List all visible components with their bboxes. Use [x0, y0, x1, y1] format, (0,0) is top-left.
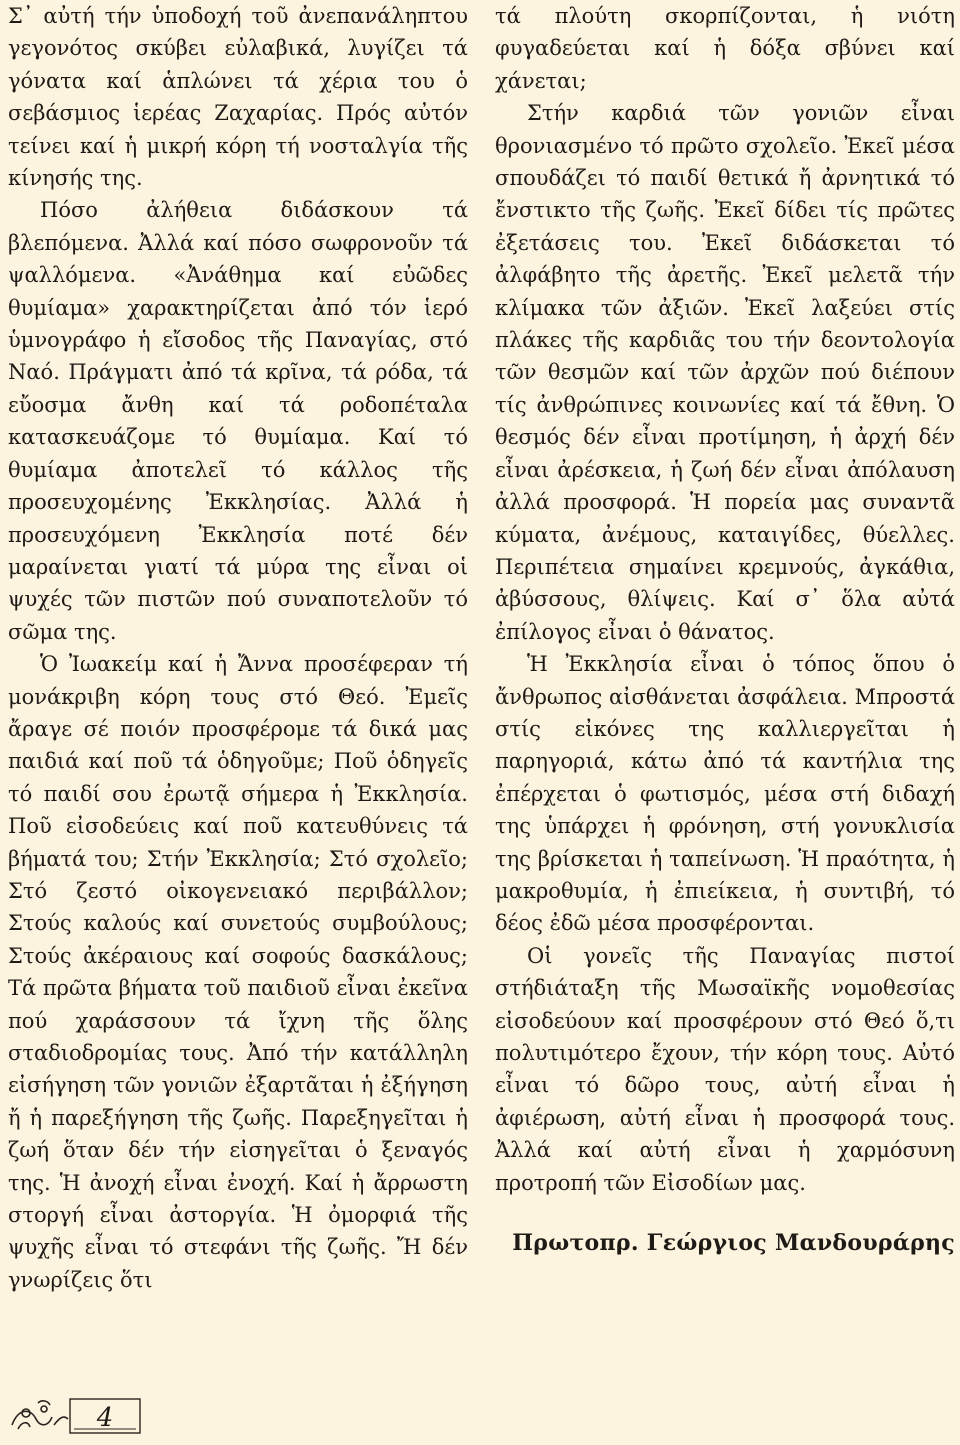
page-footer	[8, 1395, 188, 1437]
page-number: 4	[96, 1403, 114, 1433]
paragraph-2: Πόσο ἀλήθεια διδάσκουν τά βλεπόμενα. Ἀλλά καί πόσο σωφρονοῦν τά ψαλλόμενα. «Ἀνάθημα καί εὐῶδες θυμίαμα» χαρακτηρίζεται ἀπό τόν ἱερό ὑμνογράφο ἡ εἴσοδος τῆς Παναγίας, στό Ναό. Πράγματι ἀπό τά κρῖνα, τά ρόδα, τά εὔοσμα ἄνθη καί τά ροδοπέταλα κατασκευάζομε τό θυμίαμα. Καί τό θυμίαμα ἀποτελεῖ τό κάλλος τῆς προσευχομένης Ἐκκλησίας. Ἀλλά ἡ προσευχόμενη Ἐκκλησία ποτέ δέν μαραίνεται γιατί τά μύρα της εἶναι οἱ ψυχές τῶν πιστῶν πού συναποτελοῦν τό σῶμα της.	[8, 198, 468, 644]
paragraph-3: Ὁ Ἰωακείμ καί ἡ Ἄννα προσέφεραν τή μονάκριβη κόρη τους στό Θεό. Ἐμεῖς ἄραγε σέ ποιόν προσφέρομε τά δικά μας παιδιά καί ποῦ τά ὁδηγοῦμε; Ποῦ ὁδηγεῖς τό παιδί σου ἐρωτᾷ σήμερα ἡ Ἐκκλησία. Ποῦ εἰσοδεύεις καί ποῦ κατευθύνεις τά βήματά του; Στήν Ἐκκλησία; Στό σχολεῖο; Στό ζεστό οἰκογενειακό περιβάλλον; Στούς καλούς καί συνετούς συμβούλους; Στούς ἀκέραιους καί σοφούς δασκάλους; Τά πρῶτα βήματα τοῦ παιδιοῦ εἶναι ἐκεῖνα πού χαράσσουν τά ἴχνη τῆς ὅλης σταδιοδρομίας τους. Ἀπό τήν κατάλληλη εἰσήγηση τῶν γονιῶν ἐξαρτᾶται ἡ ἐξήγηση ἤ ἡ παρεξήγηση τῆς ζωῆς. Παρεξηγεῖται ἡ ζωή ὅταν δέν τήν εἰσηγεῖται ὁ ξεναγός της. Ἡ ἀνοχή εἶναι ἐνοχή. Καί ἡ ἄρρωστη στοργή εἶναι ἀστοργία. Ἡ ὀμορφιά τῆς ψυχῆς εἶναι τό στεφάνι τῆς ζωῆς. Ἤ δέν γνωρίζεις ὅτι	[8, 652, 468, 1292]
paragraph-1: Σ᾽ αὐτή τήν ὑποδοχή τοῦ ἀνεπανάληπτου γεγονότος σκύβει εὐλαβικά, λυγίζει τά γόνατα καί ἁπλώνει τά χέρια του ὁ σεβάσμιος ἱερέας Ζαχαρίας. Πρός αὐτόν τείνει καί ἡ μικρή κόρη τή νοσταλγία τῆς κίνησής της.	[8, 4, 468, 191]
floral-ornament-icon	[12, 1401, 68, 1429]
footer-ornament	[8, 1395, 188, 1437]
right-column	[495, 0, 955, 1259]
author-signature: Πρωτοπρ. Γεώργιος Μανδουράρης	[512, 1230, 955, 1257]
paragraph-5: Στήν καρδιά τῶν γονιῶν εἶναι θρονιασμένο τό πρῶτο σχολεῖο. Ἐκεῖ μέσα σπουδάζει τό παιδί θετικά ἤ ἀρνητικά τό ἔνστικτο τῆς ζωῆς. Ἐκεῖ δίδει τίς πρῶτες ἐξετάσεις του. Ἐκεῖ διδάσκεται τό ἀλφάβητο τῆς ἀρετῆς. Ἐκεῖ μελετᾶ τήν κλίμακα τῶν ἀξιῶν. Ἐκεῖ λαξεύει στίς πλάκες τῆς καρδιᾶς του τήν δεοντολογία τῶν θεσμῶν καί τῶν ἀρχῶν πού διέπουν τίς ἀνθρώπινες κοινωνίες καί τά ἔθνη. Ὁ θεσμός δέν εἶναι προτίμηση, ἡ ἀρχή δέν εἶναι ἀρέσκεια, ἡ ζωή δέν εἶναι ἀπόλαυση ἀλλά προσφορά. Ἡ πορεία μας συναντᾶ κύματα, ἀνέμους, καταιγίδες, θύελλες. Περιπέτεια σημαίνει κρεμνούς, ἀγκάθια, ἀβύσσους, θλίψεις. Καί σ᾽ ὅλα αὐτά ἐπίλογος εἶναι ὁ θάνατος.	[495, 101, 955, 644]
paragraph-6: Ἡ Ἐκκλησία εἶναι ὁ τόπος ὅπου ὁ ἄνθρωπος αἰσθάνεται ἀσφάλεια. Μπροστά στίς εἰκόνες της καλλιεργεῖται ἡ παρηγοριά, κάτω ἀπό τά καντήλια της ἐπέρχεται ὁ φωτισμός, μέσα στή διδαχή της ὑπάρχει ἡ φρόνηση, στή γονυκλισία της βρίσκεται ἡ ταπείνωση. Ἡ πραότητα, ἡ μακροθυμία, ἡ ἐπιείκεια, ἡ συντιβή, τό δέος ἐδῶ μέσα προσφέρονται.	[495, 652, 955, 936]
paragraph-7: Οἱ γονεῖς τῆς Παναγίας πιστοί στήδιάταξη τῆς Μωσαϊκῆς νομοθεσίας εἰσοδεύουν καί προσφέρουν στό Θεό ὅ,τι πολυτιμότερο ἔχουν, τήν κόρη τους. Αὐτό εἶναι τό δῶρο τους, αὐτή εἶναι ἡ ἀφιέρωση, αὐτή εἶναι ἡ προσφορά τους. Ἀλλά καί αὐτή εἶναι ἡ χαρμόσυνη προτροπή τῶν Εἰσοδίων μας.	[495, 943, 955, 1195]
left-column	[8, 0, 468, 1296]
paragraph-4: τά πλούτη σκορπίζονται, ἡ νιότη φυγαδεύεται καί ἡ δόξα σβύνει καί χάνεται;	[495, 4, 955, 93]
